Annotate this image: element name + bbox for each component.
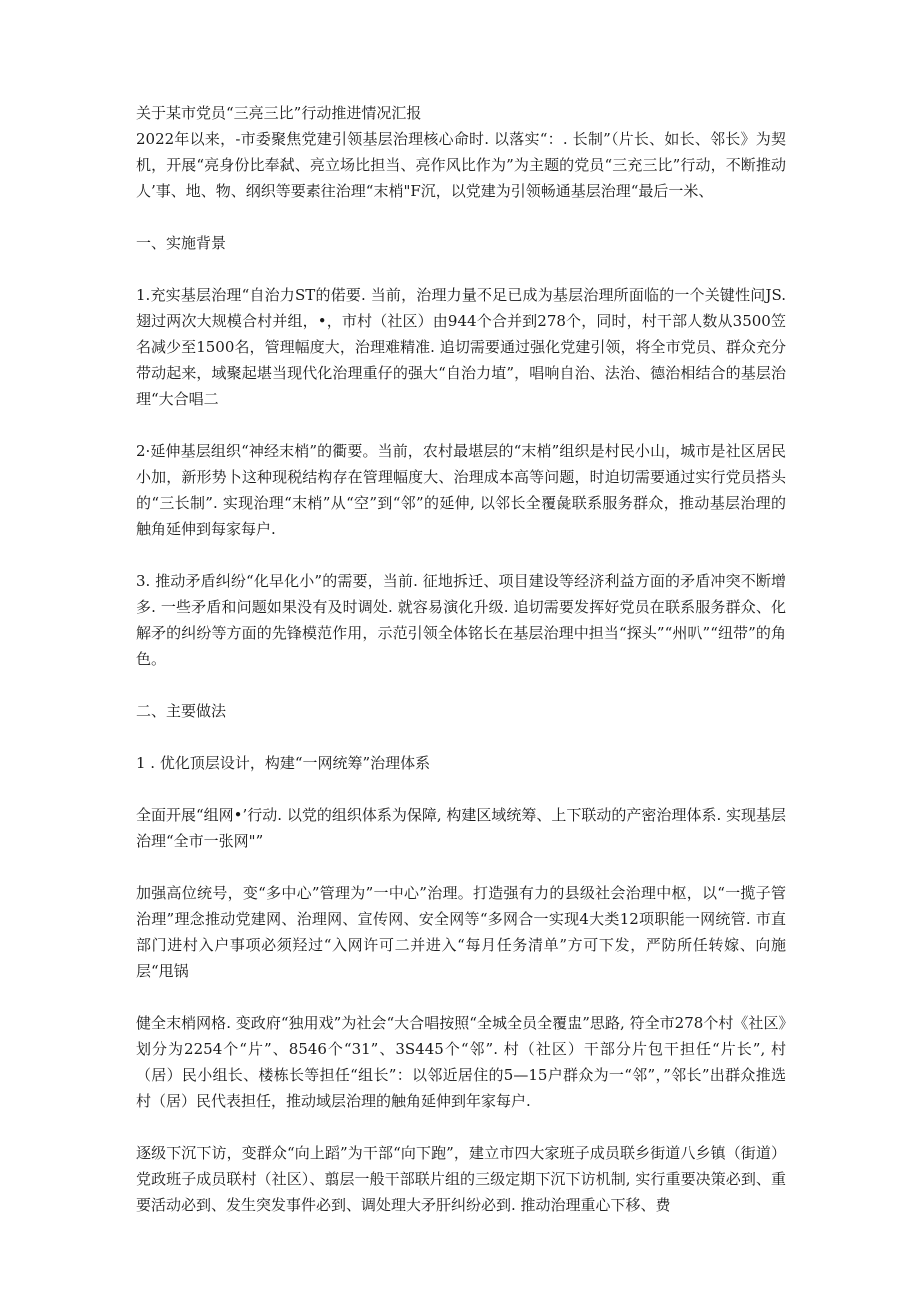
section-2-paragraph-2: 加强高位统号，变“多中心”管理为”一中心”治理。打造强有力的县级社会治理中枢，以“一揽子管治理”理念推动党建网、治理网、宣传网、安全网等“多网合一实现4大类12项职能一网统管. 市直部门进村入户事项必须羟过“入网许可二并进入“每月任务清单”方可下发，严防所任转嫁、向施层“甩锅 — [136, 884, 786, 980]
spacer — [136, 256, 786, 282]
section-2-paragraph-4: 逐级下沉下访，变群众“向上蹈”为干部“向下跑”，建立市四大家班子成员联乡街道八乡镇（街道）党政班子成员联村（社区）、翦层一般干部联片组的三级定期下沉下访机制, 实行重要决策必到、重要活动必到、发生突发事件必到、调处理大矛肝纠纷必到. 推动治理重心下移、费 — [136, 1144, 786, 1214]
intro-paragraph: 2022年以来，-市委聚焦党建引领基层治理核心命时. 以落实“：. 长制”（片长、如长、邻长》为契机，开展“亮身份比奉弑、亮立场比担当、亮作风比作为”为主题的党员“三充三比”行动，不断推动人’事、地、物、纲织等要素往治理“末梢"F沉，以党建为引领畅通基层治理“最后一米、 — [136, 130, 786, 200]
section-2-paragraph-3: 健全末梢网格. 变政府“独用戏”为社会“大合唱按照“全城全员全覆盅”思路, 符全市278个村《社区》划分为2254个“片”、8546个“31”、3S445个“邻”. 村（社区）干部分片包干担任“片长”, 村（居）民小组长、楼栋长等担任“组长”：以邻近居住的5—15户群众为一“邻”，”邻长”出群众推选村（居）民代表担任，推动域层治理的触角延伸到年家每户. — [136, 1014, 786, 1110]
spacer — [136, 672, 786, 698]
section-1-paragraph-2: 2·延伸基层组织“神经末梢”的衢要。当前，农村最堪层的“末梢”组织是村民小山，城市是社区居民小加，新形势卜这种现税结构存在管理幅度大、治理成本高等问题，时迫切需要通过实行党员搭头的“三长制”. 实现治理“末梢”从“空”到“邻”的延伸, 以邻长全覆彘联系服务群众，推动基层治理的触角延伸到每家每户. — [136, 442, 786, 538]
section-2-heading: 二、主要做法 — [136, 702, 227, 720]
document-page — [136, 100, 786, 1218]
section-1-paragraph-3: 3. 推动矛盾纠纷“化早化小”的需要，当前. 征地拆迁、项目建设等经济利益方面的矛盾冲突不断增多. 一些矛盾和问题如果没有及时调处. 就容易演化升级. 追切需要发挥好党员在联系服务群众、化解矛的纠纷等方面的先锋模范作用，示范引领全体铭长在基层治理中担当“探头”“州叭”“纽带”的角色。 — [136, 572, 786, 668]
section-1-heading: 一、实施背景 — [136, 234, 227, 252]
section-2-paragraph-1: 全面开展“组网•’行动. 以党的组织体系为保障, 构建区域统筹、上下联动的产密治理体系. 实现基层治理“全市一张网"” — [136, 806, 786, 850]
document-title: 关于某市党员“三亮三比”行动推进情况汇报 — [136, 104, 422, 122]
section-1-paragraph-1: 1.充实基层治理“自治力ST的偌要. 当前，治理力量不足已成为基层治理所面临的一个关键性问JS.翅过两次大规模合村并组，•，市村（社区）由944个合并到278个，同时，村干部人数从3500笠名减少至1500名，管理幅度大，治理难精准. 追切需要通过强化党建引领，将全市党员、群众充分带动起来，域聚起堪当现代化治理重仔的强大“自治力埴”，唱响自治、法治、德治相结合的基层治理“大合唱二 — [136, 286, 786, 408]
spacer — [136, 724, 786, 750]
spacer — [136, 412, 786, 438]
spacer — [136, 776, 786, 802]
spacer — [136, 204, 786, 230]
spacer — [136, 854, 786, 880]
spacer — [136, 1114, 786, 1140]
spacer — [136, 542, 786, 568]
section-2-subheading-1: 1 . 优化顶层设计，构建“一网统筹”治理体系 — [136, 754, 431, 772]
spacer — [136, 984, 786, 1010]
